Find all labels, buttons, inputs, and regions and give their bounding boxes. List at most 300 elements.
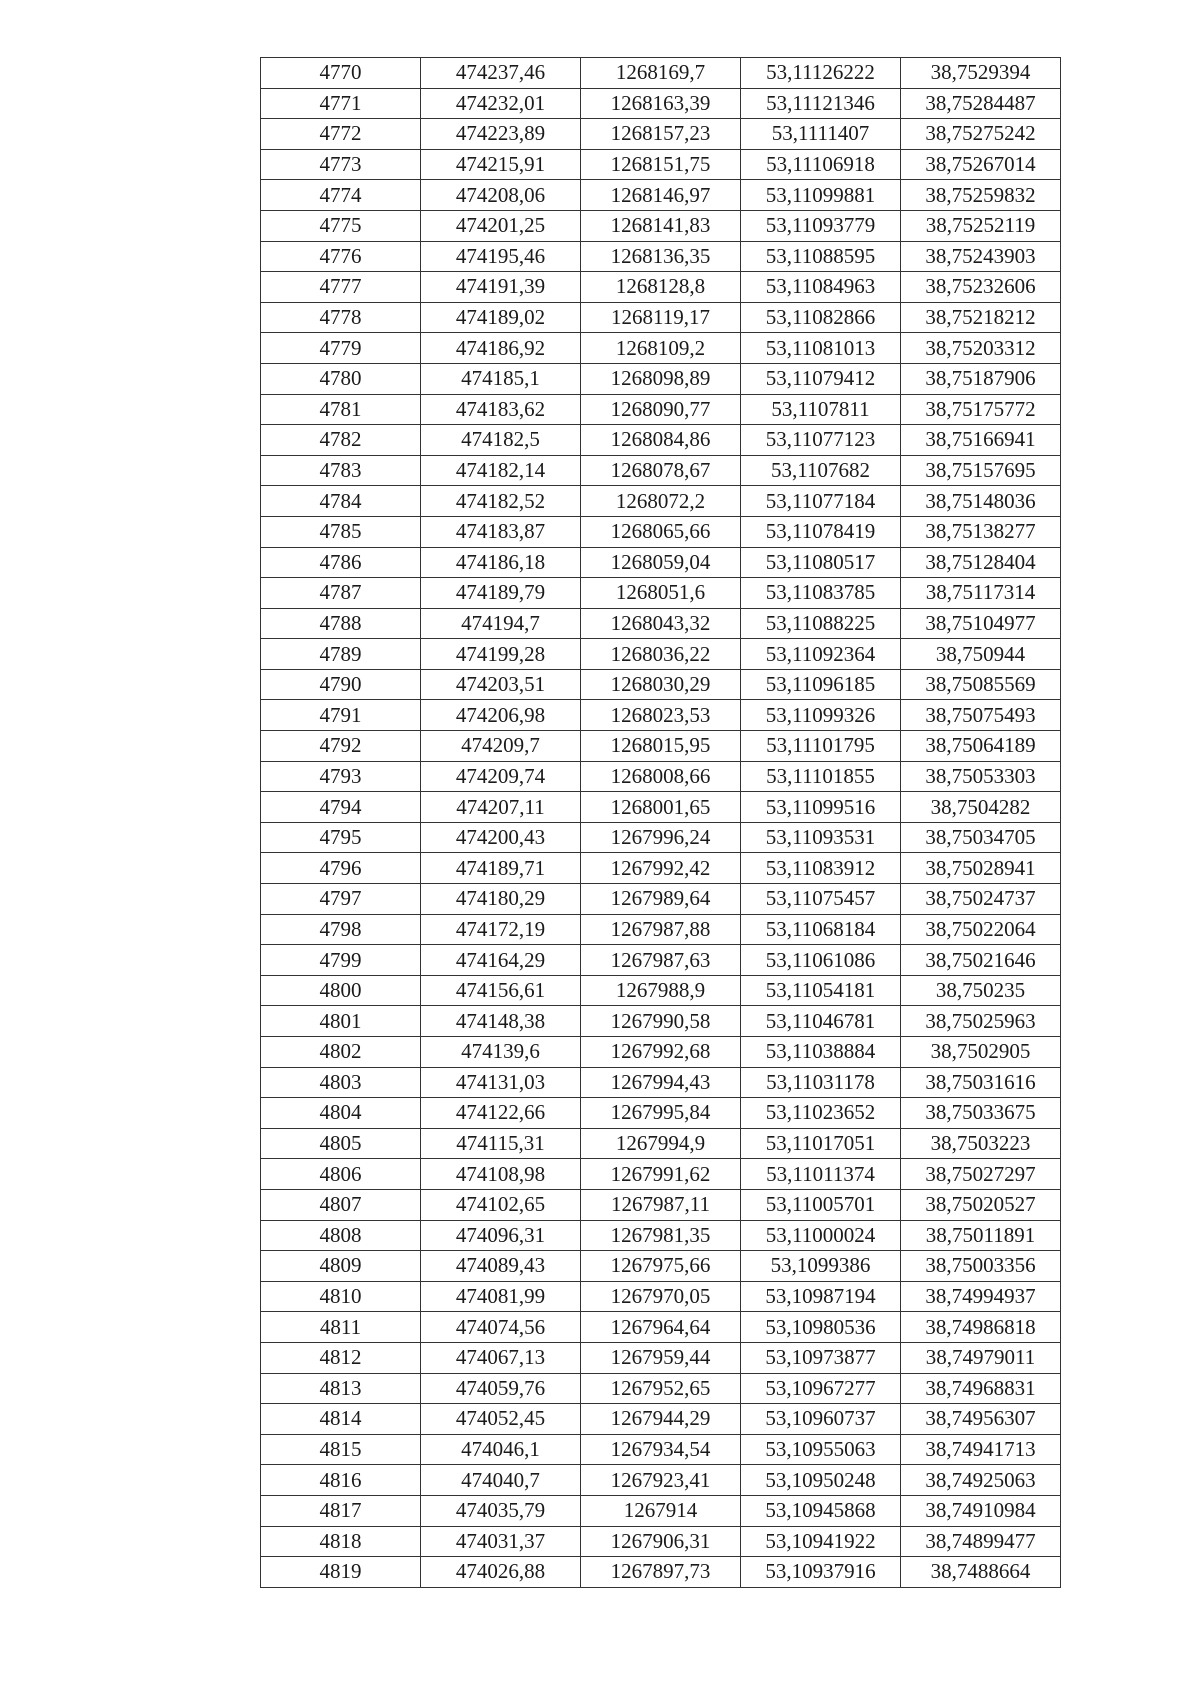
y-coordinate-cell: 1267944,29 [581, 1404, 741, 1435]
point-number-cell: 4797 [261, 884, 421, 915]
x-coordinate-cell: 474207,11 [421, 792, 581, 823]
latitude-cell: 53,11082866 [741, 302, 901, 333]
longitude-cell: 38,75138277 [901, 516, 1061, 547]
point-number-cell: 4771 [261, 88, 421, 119]
x-coordinate-cell: 474195,46 [421, 241, 581, 272]
table-row [261, 241, 1061, 272]
longitude-cell: 38,75027297 [901, 1159, 1061, 1190]
longitude-cell: 38,75085569 [901, 669, 1061, 700]
point-number-cell: 4803 [261, 1067, 421, 1098]
latitude-cell: 53,10955063 [741, 1434, 901, 1465]
x-coordinate-cell: 474067,13 [421, 1342, 581, 1373]
y-coordinate-cell: 1267970,05 [581, 1281, 741, 1312]
table-row [261, 302, 1061, 333]
latitude-cell: 53,11083785 [741, 578, 901, 609]
table-row [261, 272, 1061, 303]
latitude-cell: 53,11031178 [741, 1067, 901, 1098]
x-coordinate-cell: 474208,06 [421, 180, 581, 211]
x-coordinate-cell: 474189,02 [421, 302, 581, 333]
latitude-cell: 53,11054181 [741, 975, 901, 1006]
longitude-cell: 38,75028941 [901, 853, 1061, 884]
latitude-cell: 53,11005701 [741, 1189, 901, 1220]
table-row [261, 731, 1061, 762]
x-coordinate-cell: 474199,28 [421, 639, 581, 670]
latitude-cell: 53,10987194 [741, 1281, 901, 1312]
table-row [261, 578, 1061, 609]
x-coordinate-cell: 474046,1 [421, 1434, 581, 1465]
longitude-cell: 38,75267014 [901, 149, 1061, 180]
point-number-cell: 4812 [261, 1342, 421, 1373]
point-number-cell: 4778 [261, 302, 421, 333]
longitude-cell: 38,75024737 [901, 884, 1061, 915]
latitude-cell: 53,11088595 [741, 241, 901, 272]
table-row [261, 1006, 1061, 1037]
y-coordinate-cell: 1267952,65 [581, 1373, 741, 1404]
y-coordinate-cell: 1268136,35 [581, 241, 741, 272]
point-number-cell: 4804 [261, 1098, 421, 1129]
point-number-cell: 4817 [261, 1495, 421, 1526]
y-coordinate-cell: 1267992,68 [581, 1037, 741, 1068]
y-coordinate-cell: 1267964,64 [581, 1312, 741, 1343]
latitude-cell: 53,11038884 [741, 1037, 901, 1068]
point-number-cell: 4796 [261, 853, 421, 884]
table-row [261, 394, 1061, 425]
point-number-cell: 4814 [261, 1404, 421, 1435]
longitude-cell: 38,74986818 [901, 1312, 1061, 1343]
longitude-cell: 38,75187906 [901, 363, 1061, 394]
latitude-cell: 53,1107811 [741, 394, 901, 425]
longitude-cell: 38,75003356 [901, 1251, 1061, 1282]
table-row [261, 1312, 1061, 1343]
y-coordinate-cell: 1268072,2 [581, 486, 741, 517]
point-number-cell: 4794 [261, 792, 421, 823]
table-row [261, 119, 1061, 150]
y-coordinate-cell: 1267991,62 [581, 1159, 741, 1190]
point-number-cell: 4789 [261, 639, 421, 670]
longitude-cell: 38,75064189 [901, 731, 1061, 762]
latitude-cell: 53,11099326 [741, 700, 901, 731]
point-number-cell: 4792 [261, 731, 421, 762]
x-coordinate-cell: 474182,14 [421, 455, 581, 486]
table-row [261, 608, 1061, 639]
x-coordinate-cell: 474201,25 [421, 210, 581, 241]
y-coordinate-cell: 1267897,73 [581, 1557, 741, 1588]
longitude-cell: 38,75031616 [901, 1067, 1061, 1098]
y-coordinate-cell: 1268128,8 [581, 272, 741, 303]
point-number-cell: 4806 [261, 1159, 421, 1190]
longitude-cell: 38,74941713 [901, 1434, 1061, 1465]
longitude-cell: 38,7488664 [901, 1557, 1061, 1588]
table-row [261, 1220, 1061, 1251]
y-coordinate-cell: 1268146,97 [581, 180, 741, 211]
longitude-cell: 38,7502905 [901, 1037, 1061, 1068]
x-coordinate-cell: 474052,45 [421, 1404, 581, 1435]
point-number-cell: 4791 [261, 700, 421, 731]
table-row [261, 822, 1061, 853]
point-number-cell: 4785 [261, 516, 421, 547]
latitude-cell: 53,11093779 [741, 210, 901, 241]
table-row [261, 1159, 1061, 1190]
x-coordinate-cell: 474194,7 [421, 608, 581, 639]
longitude-cell: 38,75243903 [901, 241, 1061, 272]
table-row [261, 1098, 1061, 1129]
x-coordinate-cell: 474215,91 [421, 149, 581, 180]
y-coordinate-cell: 1268141,83 [581, 210, 741, 241]
table-row [261, 1251, 1061, 1282]
x-coordinate-cell: 474040,7 [421, 1465, 581, 1496]
table-row [261, 516, 1061, 547]
table-row [261, 975, 1061, 1006]
longitude-cell: 38,7529394 [901, 58, 1061, 89]
latitude-cell: 53,11078419 [741, 516, 901, 547]
x-coordinate-cell: 474223,89 [421, 119, 581, 150]
table-row [261, 363, 1061, 394]
latitude-cell: 53,10960737 [741, 1404, 901, 1435]
y-coordinate-cell: 1267906,31 [581, 1526, 741, 1557]
point-number-cell: 4783 [261, 455, 421, 486]
table-row [261, 1557, 1061, 1588]
point-number-cell: 4813 [261, 1373, 421, 1404]
point-number-cell: 4800 [261, 975, 421, 1006]
point-number-cell: 4780 [261, 363, 421, 394]
longitude-cell: 38,75148036 [901, 486, 1061, 517]
point-number-cell: 4781 [261, 394, 421, 425]
longitude-cell: 38,75020527 [901, 1189, 1061, 1220]
point-number-cell: 4772 [261, 119, 421, 150]
x-coordinate-cell: 474096,31 [421, 1220, 581, 1251]
y-coordinate-cell: 1267990,58 [581, 1006, 741, 1037]
point-number-cell: 4776 [261, 241, 421, 272]
y-coordinate-cell: 1267914 [581, 1495, 741, 1526]
longitude-cell: 38,75284487 [901, 88, 1061, 119]
point-number-cell: 4816 [261, 1465, 421, 1496]
point-number-cell: 4809 [261, 1251, 421, 1282]
y-coordinate-cell: 1268023,53 [581, 700, 741, 731]
y-coordinate-cell: 1268098,89 [581, 363, 741, 394]
longitude-cell: 38,75252119 [901, 210, 1061, 241]
x-coordinate-cell: 474180,29 [421, 884, 581, 915]
y-coordinate-cell: 1268078,67 [581, 455, 741, 486]
latitude-cell: 53,10945868 [741, 1495, 901, 1526]
x-coordinate-cell: 474089,43 [421, 1251, 581, 1282]
y-coordinate-cell: 1267975,66 [581, 1251, 741, 1282]
latitude-cell: 53,11011374 [741, 1159, 901, 1190]
y-coordinate-cell: 1267995,84 [581, 1098, 741, 1129]
latitude-cell: 53,11099881 [741, 180, 901, 211]
longitude-cell: 38,75275242 [901, 119, 1061, 150]
coordinate-table-body [261, 58, 1061, 1588]
table-row [261, 333, 1061, 364]
point-number-cell: 4793 [261, 761, 421, 792]
table-row [261, 1281, 1061, 1312]
longitude-cell: 38,75022064 [901, 914, 1061, 945]
point-number-cell: 4808 [261, 1220, 421, 1251]
y-coordinate-cell: 1267994,9 [581, 1128, 741, 1159]
y-coordinate-cell: 1267996,24 [581, 822, 741, 853]
longitude-cell: 38,74925063 [901, 1465, 1061, 1496]
table-row [261, 547, 1061, 578]
y-coordinate-cell: 1268065,66 [581, 516, 741, 547]
y-coordinate-cell: 1267981,35 [581, 1220, 741, 1251]
x-coordinate-cell: 474026,88 [421, 1557, 581, 1588]
y-coordinate-cell: 1267923,41 [581, 1465, 741, 1496]
x-coordinate-cell: 474237,46 [421, 58, 581, 89]
x-coordinate-cell: 474203,51 [421, 669, 581, 700]
x-coordinate-cell: 474122,66 [421, 1098, 581, 1129]
x-coordinate-cell: 474074,56 [421, 1312, 581, 1343]
table-row [261, 1037, 1061, 1068]
y-coordinate-cell: 1267994,43 [581, 1067, 741, 1098]
table-row [261, 669, 1061, 700]
table-row [261, 1465, 1061, 1496]
y-coordinate-cell: 1268030,29 [581, 669, 741, 700]
latitude-cell: 53,10967277 [741, 1373, 901, 1404]
latitude-cell: 53,11023652 [741, 1098, 901, 1129]
y-coordinate-cell: 1267987,63 [581, 945, 741, 976]
longitude-cell: 38,7504282 [901, 792, 1061, 823]
y-coordinate-cell: 1267987,11 [581, 1189, 741, 1220]
point-number-cell: 4805 [261, 1128, 421, 1159]
x-coordinate-cell: 474185,1 [421, 363, 581, 394]
longitude-cell: 38,75203312 [901, 333, 1061, 364]
coordinate-table [260, 57, 1061, 1588]
x-coordinate-cell: 474182,5 [421, 425, 581, 456]
x-coordinate-cell: 474200,43 [421, 822, 581, 853]
latitude-cell: 53,11077184 [741, 486, 901, 517]
latitude-cell: 53,11061086 [741, 945, 901, 976]
table-row [261, 210, 1061, 241]
y-coordinate-cell: 1268163,39 [581, 88, 741, 119]
latitude-cell: 53,11079412 [741, 363, 901, 394]
latitude-cell: 53,10941922 [741, 1526, 901, 1557]
longitude-cell: 38,75025963 [901, 1006, 1061, 1037]
latitude-cell: 53,10973877 [741, 1342, 901, 1373]
y-coordinate-cell: 1267934,54 [581, 1434, 741, 1465]
table-row [261, 455, 1061, 486]
x-coordinate-cell: 474115,31 [421, 1128, 581, 1159]
longitude-cell: 38,75218212 [901, 302, 1061, 333]
longitude-cell: 38,74899477 [901, 1526, 1061, 1557]
latitude-cell: 53,1111407 [741, 119, 901, 150]
longitude-cell: 38,74994937 [901, 1281, 1061, 1312]
latitude-cell: 53,11068184 [741, 914, 901, 945]
x-coordinate-cell: 474108,98 [421, 1159, 581, 1190]
table-row [261, 1128, 1061, 1159]
point-number-cell: 4784 [261, 486, 421, 517]
y-coordinate-cell: 1268015,95 [581, 731, 741, 762]
latitude-cell: 53,11017051 [741, 1128, 901, 1159]
latitude-cell: 53,11101795 [741, 731, 901, 762]
table-row [261, 700, 1061, 731]
x-coordinate-cell: 474102,65 [421, 1189, 581, 1220]
x-coordinate-cell: 474186,18 [421, 547, 581, 578]
y-coordinate-cell: 1268001,65 [581, 792, 741, 823]
longitude-cell: 38,74979011 [901, 1342, 1061, 1373]
x-coordinate-cell: 474031,37 [421, 1526, 581, 1557]
point-number-cell: 4779 [261, 333, 421, 364]
latitude-cell: 53,11092364 [741, 639, 901, 670]
table-row [261, 1404, 1061, 1435]
point-number-cell: 4786 [261, 547, 421, 578]
table-row [261, 914, 1061, 945]
longitude-cell: 38,74968831 [901, 1373, 1061, 1404]
point-number-cell: 4787 [261, 578, 421, 609]
latitude-cell: 53,11075457 [741, 884, 901, 915]
y-coordinate-cell: 1267989,64 [581, 884, 741, 915]
x-coordinate-cell: 474232,01 [421, 88, 581, 119]
point-number-cell: 4815 [261, 1434, 421, 1465]
latitude-cell: 53,11081013 [741, 333, 901, 364]
latitude-cell: 53,10950248 [741, 1465, 901, 1496]
longitude-cell: 38,75053303 [901, 761, 1061, 792]
y-coordinate-cell: 1268090,77 [581, 394, 741, 425]
y-coordinate-cell: 1267987,88 [581, 914, 741, 945]
longitude-cell: 38,75034705 [901, 822, 1061, 853]
latitude-cell: 53,11083912 [741, 853, 901, 884]
y-coordinate-cell: 1268043,32 [581, 608, 741, 639]
y-coordinate-cell: 1267988,9 [581, 975, 741, 1006]
latitude-cell: 53,11046781 [741, 1006, 901, 1037]
y-coordinate-cell: 1268059,04 [581, 547, 741, 578]
y-coordinate-cell: 1267959,44 [581, 1342, 741, 1373]
latitude-cell: 53,11093531 [741, 822, 901, 853]
longitude-cell: 38,75232606 [901, 272, 1061, 303]
x-coordinate-cell: 474206,98 [421, 700, 581, 731]
point-number-cell: 4807 [261, 1189, 421, 1220]
point-number-cell: 4798 [261, 914, 421, 945]
y-coordinate-cell: 1268008,66 [581, 761, 741, 792]
latitude-cell: 53,11121346 [741, 88, 901, 119]
latitude-cell: 53,11101855 [741, 761, 901, 792]
table-row [261, 58, 1061, 89]
table-row [261, 1067, 1061, 1098]
x-coordinate-cell: 474183,87 [421, 516, 581, 547]
point-number-cell: 4819 [261, 1557, 421, 1588]
y-coordinate-cell: 1268151,75 [581, 149, 741, 180]
point-number-cell: 4795 [261, 822, 421, 853]
x-coordinate-cell: 474189,71 [421, 853, 581, 884]
table-row [261, 486, 1061, 517]
longitude-cell: 38,75104977 [901, 608, 1061, 639]
table-row [261, 639, 1061, 670]
longitude-cell: 38,75033675 [901, 1098, 1061, 1129]
table-row [261, 792, 1061, 823]
latitude-cell: 53,11099516 [741, 792, 901, 823]
x-coordinate-cell: 474182,52 [421, 486, 581, 517]
x-coordinate-cell: 474059,76 [421, 1373, 581, 1404]
longitude-cell: 38,74956307 [901, 1404, 1061, 1435]
x-coordinate-cell: 474191,39 [421, 272, 581, 303]
longitude-cell: 38,75011891 [901, 1220, 1061, 1251]
point-number-cell: 4790 [261, 669, 421, 700]
latitude-cell: 53,1107682 [741, 455, 901, 486]
y-coordinate-cell: 1268036,22 [581, 639, 741, 670]
x-coordinate-cell: 474131,03 [421, 1067, 581, 1098]
longitude-cell: 38,75157695 [901, 455, 1061, 486]
y-coordinate-cell: 1268169,7 [581, 58, 741, 89]
table-row [261, 1526, 1061, 1557]
y-coordinate-cell: 1268119,17 [581, 302, 741, 333]
longitude-cell: 38,75166941 [901, 425, 1061, 456]
table-row [261, 1189, 1061, 1220]
x-coordinate-cell: 474209,74 [421, 761, 581, 792]
x-coordinate-cell: 474139,6 [421, 1037, 581, 1068]
longitude-cell: 38,750944 [901, 639, 1061, 670]
longitude-cell: 38,75021646 [901, 945, 1061, 976]
table-row [261, 149, 1061, 180]
latitude-cell: 53,11096185 [741, 669, 901, 700]
longitude-cell: 38,75117314 [901, 578, 1061, 609]
longitude-cell: 38,75128404 [901, 547, 1061, 578]
latitude-cell: 53,10980536 [741, 1312, 901, 1343]
point-number-cell: 4788 [261, 608, 421, 639]
x-coordinate-cell: 474081,99 [421, 1281, 581, 1312]
x-coordinate-cell: 474148,38 [421, 1006, 581, 1037]
y-coordinate-cell: 1268109,2 [581, 333, 741, 364]
latitude-cell: 53,11077123 [741, 425, 901, 456]
y-coordinate-cell: 1268157,23 [581, 119, 741, 150]
longitude-cell: 38,75259832 [901, 180, 1061, 211]
latitude-cell: 53,11106918 [741, 149, 901, 180]
point-number-cell: 4770 [261, 58, 421, 89]
latitude-cell: 53,11126222 [741, 58, 901, 89]
table-row [261, 1495, 1061, 1526]
point-number-cell: 4801 [261, 1006, 421, 1037]
table-row [261, 425, 1061, 456]
x-coordinate-cell: 474186,92 [421, 333, 581, 364]
point-number-cell: 4811 [261, 1312, 421, 1343]
point-number-cell: 4799 [261, 945, 421, 976]
x-coordinate-cell: 474164,29 [421, 945, 581, 976]
table-row [261, 1434, 1061, 1465]
longitude-cell: 38,7503223 [901, 1128, 1061, 1159]
y-coordinate-cell: 1268084,86 [581, 425, 741, 456]
point-number-cell: 4777 [261, 272, 421, 303]
table-row [261, 853, 1061, 884]
x-coordinate-cell: 474209,7 [421, 731, 581, 762]
table-row [261, 884, 1061, 915]
latitude-cell: 53,10937916 [741, 1557, 901, 1588]
longitude-cell: 38,750235 [901, 975, 1061, 1006]
latitude-cell: 53,11084963 [741, 272, 901, 303]
table-row [261, 945, 1061, 976]
x-coordinate-cell: 474035,79 [421, 1495, 581, 1526]
x-coordinate-cell: 474156,61 [421, 975, 581, 1006]
point-number-cell: 4773 [261, 149, 421, 180]
table-row [261, 1373, 1061, 1404]
table-row [261, 88, 1061, 119]
latitude-cell: 53,11000024 [741, 1220, 901, 1251]
table-row [261, 761, 1061, 792]
x-coordinate-cell: 474189,79 [421, 578, 581, 609]
point-number-cell: 4774 [261, 180, 421, 211]
longitude-cell: 38,74910984 [901, 1495, 1061, 1526]
point-number-cell: 4782 [261, 425, 421, 456]
point-number-cell: 4802 [261, 1037, 421, 1068]
point-number-cell: 4818 [261, 1526, 421, 1557]
y-coordinate-cell: 1267992,42 [581, 853, 741, 884]
longitude-cell: 38,75175772 [901, 394, 1061, 425]
x-coordinate-cell: 474183,62 [421, 394, 581, 425]
point-number-cell: 4810 [261, 1281, 421, 1312]
longitude-cell: 38,75075493 [901, 700, 1061, 731]
table-row [261, 1342, 1061, 1373]
latitude-cell: 53,1099386 [741, 1251, 901, 1282]
table-row [261, 180, 1061, 211]
latitude-cell: 53,11088225 [741, 608, 901, 639]
point-number-cell: 4775 [261, 210, 421, 241]
latitude-cell: 53,11080517 [741, 547, 901, 578]
